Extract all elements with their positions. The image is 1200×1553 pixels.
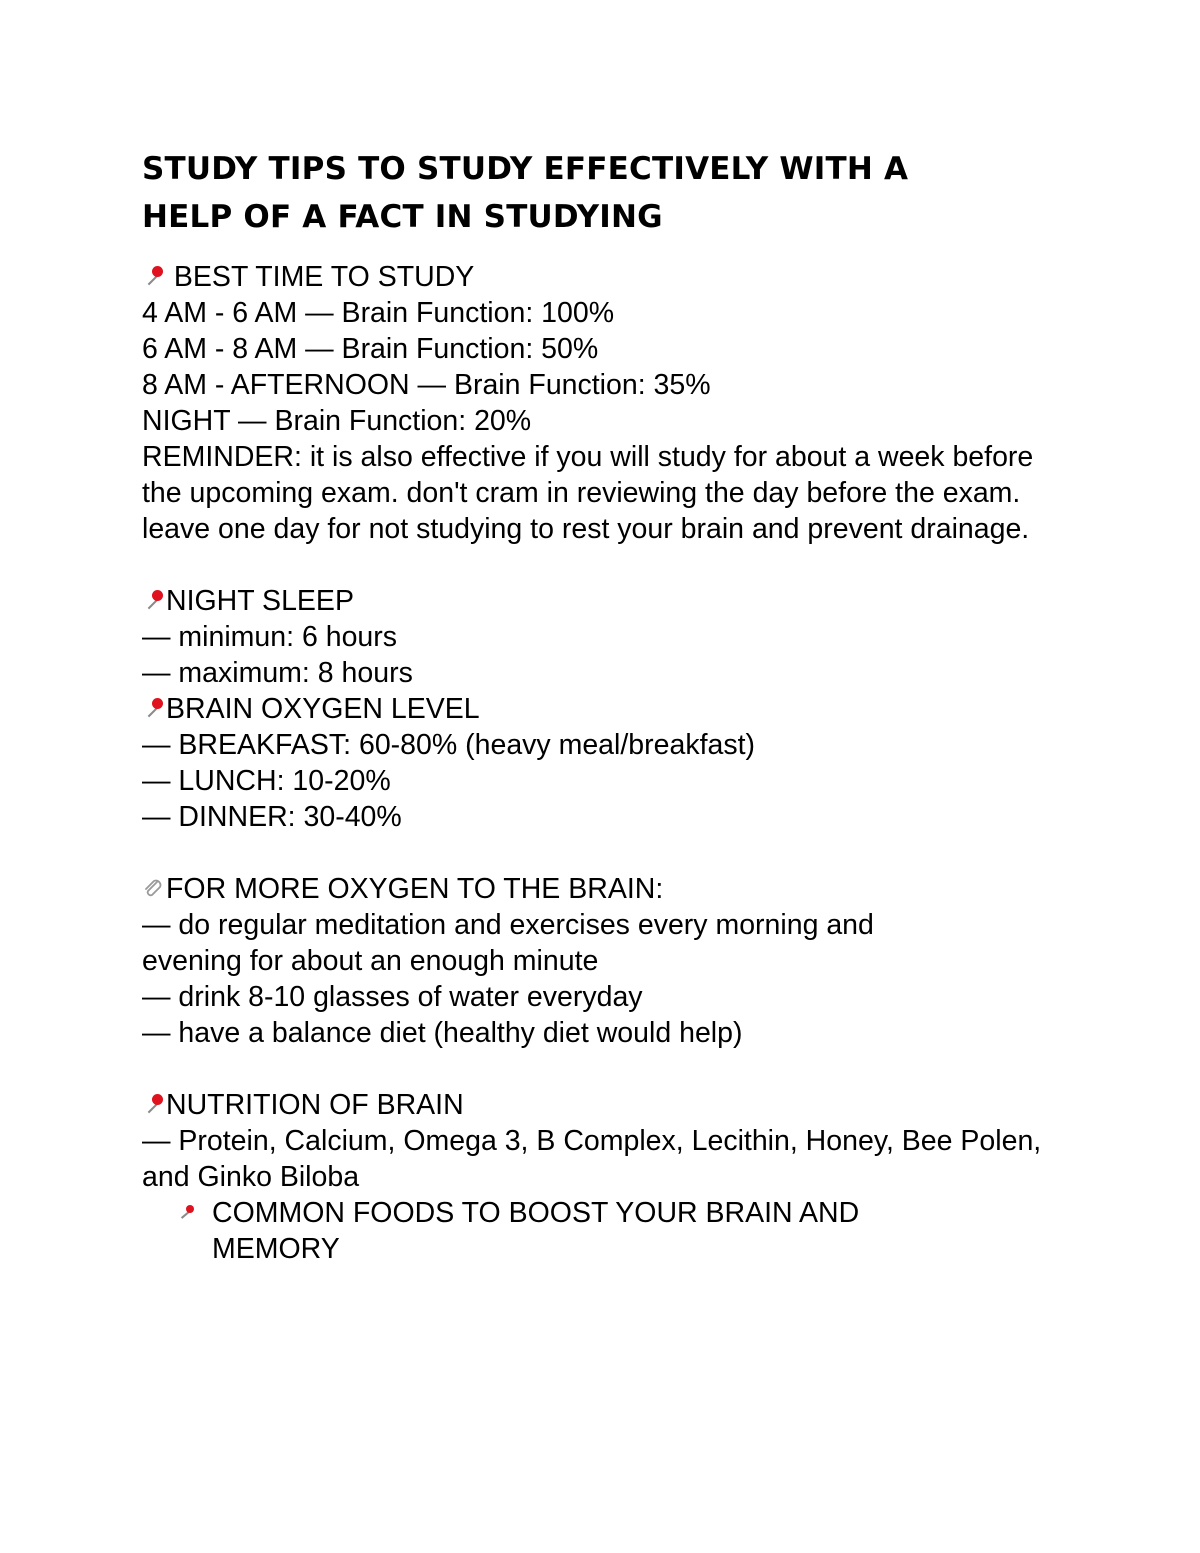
sub-bullet-item	[142, 1195, 972, 1267]
document-body	[142, 259, 1062, 1267]
title-line-1: STUDY TIPS TO STUDY EFFECTIVELY WITH A	[142, 151, 909, 187]
heading-text: BEST TIME TO STUDY	[166, 261, 475, 293]
pushpin-icon	[142, 695, 166, 721]
pushpin-icon	[142, 263, 166, 289]
list-item: — Protein, Calcium, Omega 3, B Complex, Lecithin, Honey, Bee Polen, and Ginko Biloba	[142, 1125, 1042, 1193]
list-item: NIGHT — Brain Function: 20%	[142, 405, 532, 437]
list-item: — do regular meditation and exercises every morning and evening for about an enough minute	[142, 909, 874, 977]
document-page	[142, 145, 1062, 1267]
list-item: 8 AM - AFTERNOON — Brain Function: 35%	[142, 369, 711, 401]
list-item: — drink 8-10 glasses of water everyday	[142, 981, 643, 1013]
pushpin-icon	[142, 587, 166, 613]
list-item: 4 AM - 6 AM — Brain Function: 100%	[142, 297, 615, 329]
heading-text: NUTRITION OF BRAIN	[166, 1089, 464, 1121]
heading-text: BRAIN OXYGEN LEVEL	[166, 693, 480, 725]
section-more-oxygen	[142, 871, 1062, 1051]
document-title	[142, 145, 1062, 241]
pushpin-icon	[178, 1203, 196, 1221]
section-heading	[142, 871, 1062, 907]
reminder-paragraph: REMINDER: it is also effective if you will study for about a week before the upcoming exam. don't cram in reviewing the day before the exam. leave one day for not studying to rest your brain and prevent drainage.	[142, 441, 1034, 545]
section-nutrition	[142, 1087, 1062, 1267]
paperclip-icon	[142, 875, 166, 901]
section-heading	[142, 583, 1062, 619]
heading-text: FOR MORE OXYGEN TO THE BRAIN:	[166, 873, 664, 905]
pushpin-icon	[142, 1091, 166, 1117]
list-item: — BREAKFAST: 60-80% (heavy meal/breakfast)	[142, 729, 756, 761]
list-item: — DINNER: 30-40%	[142, 801, 402, 833]
list-item: — minimun: 6 hours	[142, 621, 398, 653]
section-night-sleep	[142, 583, 1062, 691]
title-line-2: HELP OF A FACT IN STUDYING	[142, 199, 663, 235]
list-item: — have a balance diet (healthy diet would help)	[142, 1017, 743, 1049]
section-heading	[142, 259, 1062, 295]
blank-line	[142, 835, 1062, 871]
list-item: 6 AM - 8 AM — Brain Function: 50%	[142, 333, 599, 365]
list-item: — maximum: 8 hours	[142, 657, 413, 689]
section-heading	[142, 691, 1062, 727]
list-item: — LUNCH: 10-20%	[142, 765, 391, 797]
blank-line	[142, 1051, 1062, 1087]
blank-line	[142, 547, 1062, 583]
section-brain-oxygen	[142, 691, 1062, 835]
heading-text: NIGHT SLEEP	[166, 585, 354, 617]
section-best-time	[142, 259, 1062, 547]
section-heading	[142, 1087, 1062, 1123]
sub-bullet-text: COMMON FOODS TO BOOST YOUR BRAIN AND MEMORY	[212, 1197, 860, 1265]
